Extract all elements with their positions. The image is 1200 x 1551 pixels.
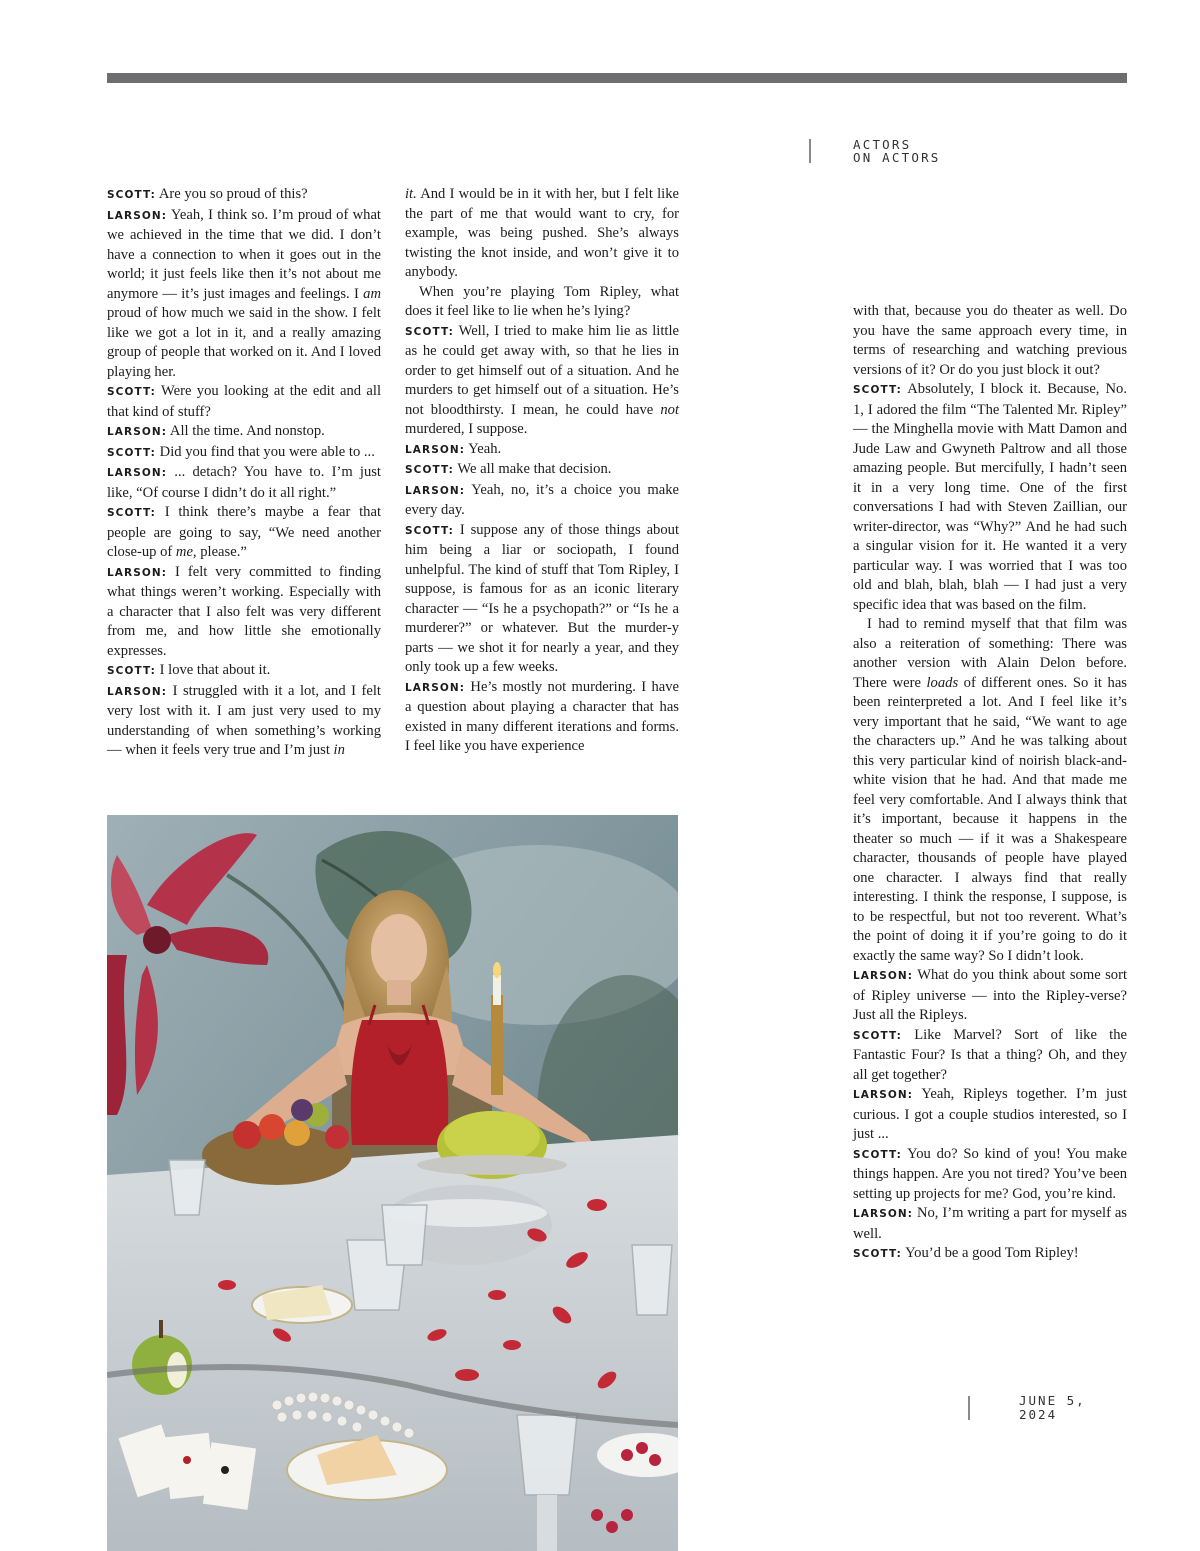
issue-date-line1: JUNE 5,	[1019, 1393, 1086, 1408]
article-column-1	[107, 185, 381, 761]
paragraph	[107, 463, 381, 503]
paragraph	[853, 1204, 1127, 1244]
editorial-photo	[107, 815, 678, 1551]
paragraph-text: I had to remind myself that that film was also a reiteration of something: There was another version with Alain Delon before. There were	[853, 616, 1127, 691]
paragraph-text: When you’re playing Tom Ripley, what does it feel like to lie when he’s lying?	[405, 283, 679, 319]
paragraph	[405, 481, 679, 521]
section-label-line2: ON ACTORS	[853, 150, 941, 165]
speaker-label: SCOTT:	[853, 1029, 902, 1042]
emphasis-text: in	[333, 742, 345, 758]
article-column-2	[405, 185, 679, 757]
paragraph-text: of different ones. So it has been reinterpreted a lot. And I feel like it’s very important that he said, “We want to age the characters up.” And he was talking about this very particular kind of noirish black-and-white vision that he had. And that made me feel very comfortable. And I always think that it’s important, because it happens in the theater so much — if it was a Shakespeare character, thousands of people have played one character. I always find that really interesting. I think the response, I suppose, is to be respectful, but not too reverent. What’s the point of doing it if you’re going to do it exactly the same way? So I didn’t look.	[853, 674, 1127, 964]
paragraph-text: And I would be in it with her, but I felt like the part of me that would want to cry, for example, was being pushed. She’s always twisting the knot inside, and won’t give it to anybody.	[405, 186, 679, 280]
paragraph-text: Did you find that you were able to ...	[156, 443, 375, 460]
speaker-label: SCOTT:	[107, 446, 156, 459]
paragraph-text: Yeah.	[465, 440, 502, 457]
paragraph-text: Are you so proud of this?	[156, 186, 308, 202]
issue-date-line2: 2024	[1019, 1407, 1058, 1422]
speaker-label: LARSON:	[107, 685, 168, 698]
speaker-label: LARSON:	[107, 467, 168, 479]
paragraph-text: please.”	[196, 544, 247, 560]
paragraph	[853, 1244, 1127, 1265]
speaker-label: LARSON:	[853, 1089, 914, 1101]
speaker-label: SCOTT:	[405, 524, 454, 537]
paragraph-text: ... detach? You have to. I’m just like, “Of course I didn’t do it all right.”	[107, 464, 381, 501]
section-label-line1: ACTORS	[853, 137, 912, 152]
paragraph-text: I suppose any of those things about him being a liar or sociopath, I found unhelpful. The kind of stuff that Tom Ripley, I suppose, is famous for as an iconic literary character — “Is he a psychopath?” or “Is he a murderer?” or whatever. But the murder-y parts — we shot it for nearly a year, and they only took up a few weeks.	[405, 521, 679, 675]
paragraph-text: You do? So kind of you! You make things happen. Are you not tired? You’ve been setting up projects for me? God, you’re kind.	[853, 1145, 1127, 1202]
paragraph-text: Yeah, I think so. I’m proud of what we achieved in the time that we did. I don’t have a connection to when it goes out in the world; it just feels like then it’s not about me anymore — it’s just images and feelings. I	[107, 206, 381, 302]
emphasis-text: loads	[926, 674, 959, 691]
speaker-label: SCOTT:	[405, 325, 454, 338]
paragraph-text: He’s mostly not murdering. I have a question about playing a character that has existed in many different iterations and forms. I feel like you have experience	[405, 678, 679, 754]
paragraph	[853, 302, 1127, 380]
paragraph	[405, 322, 679, 440]
paragraph	[853, 1085, 1127, 1145]
speaker-label: LARSON:	[853, 1208, 914, 1220]
paragraph	[405, 460, 679, 481]
paragraph	[405, 283, 679, 322]
paragraph	[853, 1145, 1127, 1205]
paragraph-text: Like Marvel? Sort of like the Fantastic Four? Is that a thing? Oh, and they all get together?	[853, 1026, 1127, 1083]
paragraph	[853, 380, 1127, 615]
speaker-label: LARSON:	[405, 443, 466, 456]
issue-date	[1019, 1394, 1086, 1422]
paragraph	[107, 206, 381, 383]
paragraph	[405, 521, 679, 678]
paragraph	[107, 563, 381, 662]
paragraph	[107, 503, 381, 563]
section-label	[853, 138, 941, 164]
speaker-label: LARSON:	[107, 426, 168, 438]
paragraph	[405, 185, 679, 283]
paragraph	[405, 440, 679, 461]
speaker-label: SCOTT:	[107, 386, 156, 398]
header-rule	[107, 73, 1127, 83]
paragraph-text: with that, because you do theater as well. Do you have the same approach every time, in terms of researching and watching previous versions of it? Or do you just block it out?	[853, 303, 1127, 378]
emphasis-text: it.	[405, 186, 417, 202]
emphasis-text: me,	[175, 544, 197, 560]
footer-divider	[968, 1396, 970, 1420]
emphasis-text: am	[363, 285, 381, 302]
paragraph-text: Yeah, no, it’s a choice you make every day.	[405, 481, 679, 518]
paragraph-text: Well, I tried to make him lie as little as he could get away with, so that he lies in order to get himself out of a situation. And he murders to get himself out of a situation. He’s not bloodthirsty. I mean, he could have	[405, 322, 679, 418]
paragraph-text: Were you looking at the edit and all that kind of stuff?	[107, 383, 381, 420]
paragraph	[107, 682, 381, 761]
paragraph	[853, 966, 1127, 1026]
speaker-label: LARSON:	[853, 970, 914, 982]
paragraph-text: What do you think about some sort of Ripley universe — into the Ripley-verse? Just all the Ripleys.	[853, 967, 1127, 1023]
paragraph-text: I struggled with it a lot, and I felt very lost with it. I am just very used to my understanding of when something’s working — when it feels very true and I’m just	[107, 682, 381, 758]
paragraph	[853, 1026, 1127, 1086]
section-divider	[809, 139, 811, 163]
speaker-label: SCOTT:	[107, 507, 156, 519]
photo-illustration	[107, 815, 678, 1551]
speaker-label: SCOTT:	[853, 384, 902, 396]
paragraph-text: I love that about it.	[156, 662, 271, 678]
paragraph-text: We all make that decision.	[454, 461, 612, 477]
speaker-label: LARSON:	[405, 681, 466, 694]
speaker-label: LARSON:	[107, 566, 168, 579]
paragraph-text: No, I’m writing a part for myself as well.	[853, 1205, 1127, 1242]
paragraph-text: Absolutely, I block it. Because, No. 1, I adored the film “The Talented Mr. Ripley” — the Minghella movie with Matt Damon and Jude Law and Gwyneth Paltrow and all those amazing people. But mercifully, I hadn’t seen it in a very long time. One of the first conversations I had with Steven Zaillian, our writer-director, was “Why?” And he had such a singular vision for it. He wanted it a very particular way. I was worried that I was too old and blah, blah, blah — I had just a very specific idea that was based on the film.	[853, 381, 1127, 613]
speaker-label: SCOTT:	[405, 464, 454, 476]
paragraph	[107, 422, 381, 443]
paragraph	[107, 185, 381, 206]
speaker-label: LARSON:	[107, 209, 168, 222]
paragraph-text: I think there’s maybe a fear that people are going to say, “We need another close-up of	[107, 504, 381, 560]
speaker-label: SCOTT:	[107, 665, 156, 677]
speaker-label: SCOTT:	[853, 1148, 902, 1161]
paragraph	[853, 615, 1127, 966]
emphasis-text: not	[660, 401, 679, 418]
paragraph-text: I felt very committed to finding what things weren’t working. Especially with a character that I also felt was very different from me, and how little she emotionally expresses.	[107, 563, 381, 659]
speaker-label: LARSON:	[405, 484, 466, 497]
speaker-label: SCOTT:	[107, 189, 156, 201]
paragraph	[107, 382, 381, 422]
paragraph	[405, 678, 679, 757]
speaker-label: SCOTT:	[853, 1248, 902, 1260]
paragraph-text: All the time. And nonstop.	[167, 423, 325, 439]
paragraph	[107, 443, 381, 464]
article-column-3	[853, 302, 1127, 1265]
paragraph-text: proud of how much we said in the show. I felt like we got a lot in it, and a really amazing group of people that worked on it. And I loved playing her.	[107, 305, 381, 380]
paragraph-text: murdered, I suppose.	[405, 421, 528, 437]
paragraph-text: You’d be a good Tom Ripley!	[902, 1245, 1079, 1261]
paragraph-text: Yeah, Ripleys together. I’m just curious. I got a couple studios interested, so I just ...	[853, 1086, 1127, 1142]
paragraph	[107, 661, 381, 682]
